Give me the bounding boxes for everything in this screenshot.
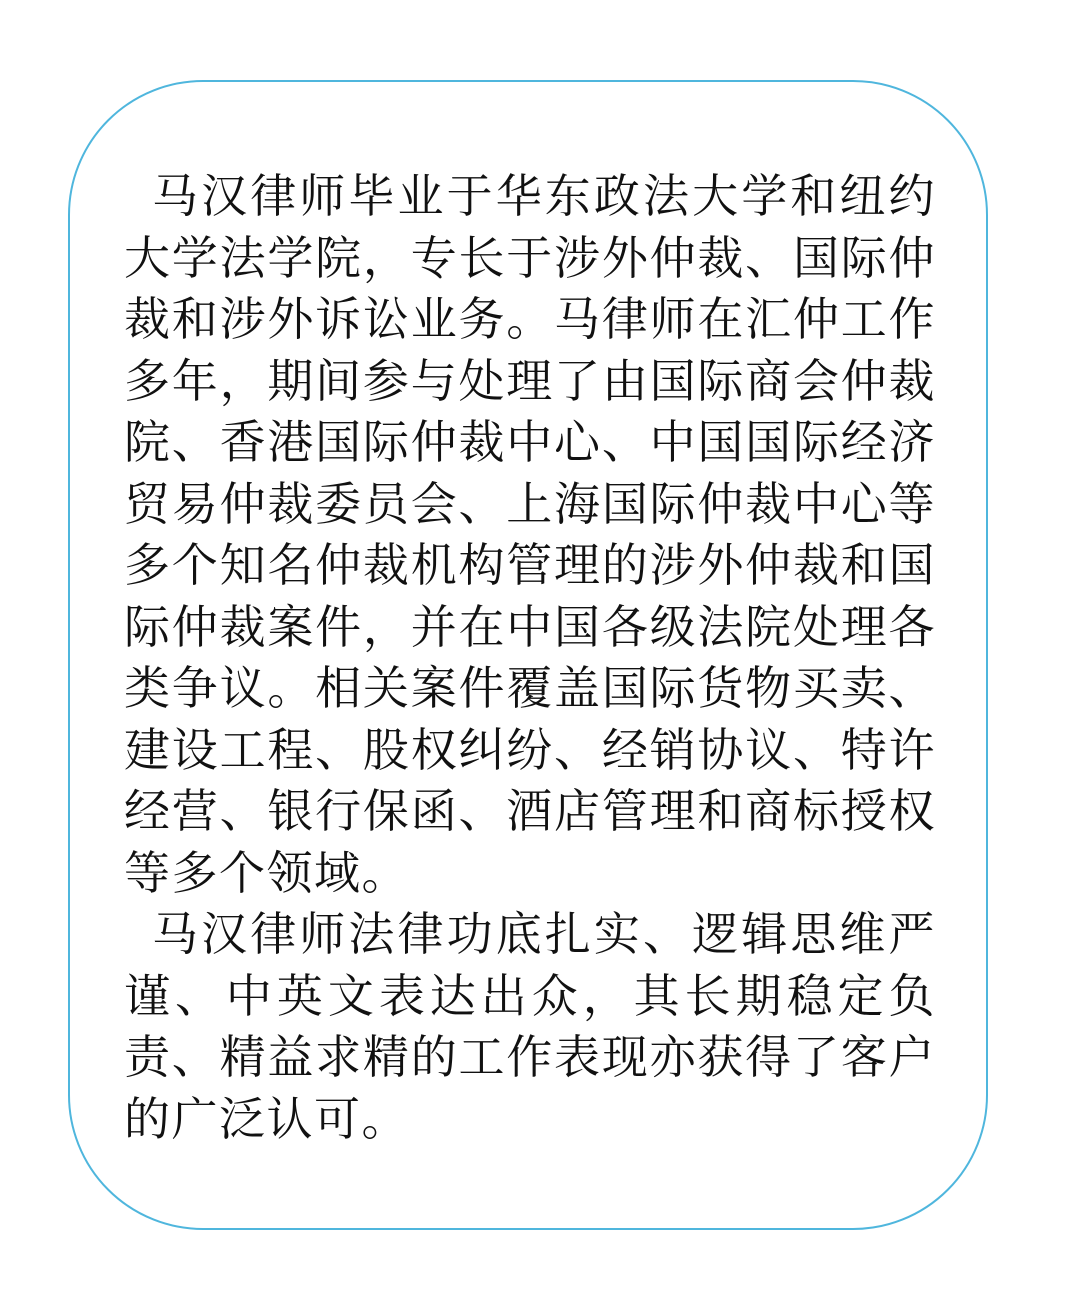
- bio-paragraph: 马汉律师毕业于华东政法大学和纽约大学法学院，专长于涉外仲裁、国际仲裁和涉外诉讼业务。马律师在汇仲工作多年，期间参与处理了由国际商会仲裁院、香港国际仲裁中心、中国国际经济贸易仲裁委员会、上海国际仲裁中心等多个知名仲裁机构管理的涉外仲裁和国际仲裁案件，并在中国各级法院处理各类争议。相关案件覆盖国际货物买卖、建设工程、股权纠纷、经销协议、特许经营、银行保函、酒店管理和商标授权等多个领域。: [124, 169, 936, 900]
- bio-paragraph: 马汉律师法律功底扎实、逻辑思维严谨、中英文表达出众，其长期稳定负责、精益求精的工作表现亦获得了客户的广泛认可。: [124, 907, 936, 1146]
- bio-text-block: [124, 166, 936, 1150]
